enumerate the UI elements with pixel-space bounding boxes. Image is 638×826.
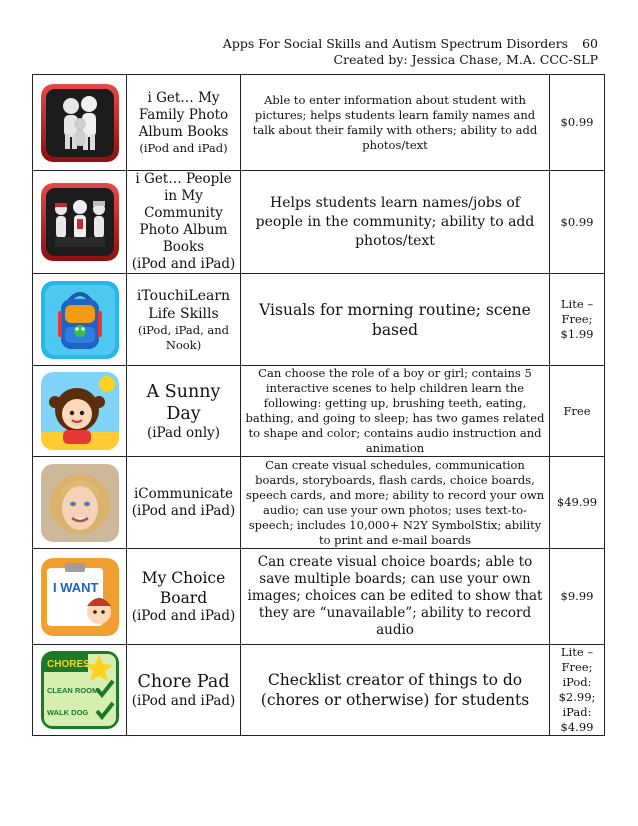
i-want-label: I WANT <box>52 579 98 595</box>
app-description: Can create visual choice boards; able to save multiple boards; can use your own images; choices can be edited to show that they are “unavailable”; ability to record audio <box>247 554 543 638</box>
walk-dog-label: WALK DOG <box>46 708 88 717</box>
app-icon-cell <box>33 274 127 366</box>
app-platform: (iPod and iPad) <box>139 140 228 155</box>
app-platform: (iPad only) <box>146 424 221 441</box>
app-platform: (iPod and iPad) <box>131 692 236 709</box>
table-row <box>33 457 605 549</box>
app-price: $0.99 <box>550 171 605 274</box>
app-name-cell <box>127 274 241 366</box>
app-platform: (iPod and iPad) <box>131 256 236 272</box>
app-name: iCommunicate <box>133 485 234 502</box>
app-description-cell <box>241 549 550 645</box>
app-name: A Sunny Day <box>146 381 221 424</box>
table-row <box>33 366 605 457</box>
app-name-cell <box>127 549 241 645</box>
chores-checklist-icon <box>41 651 119 729</box>
app-description-cell <box>241 457 550 549</box>
app-description: Can create visual schedules, communication boards, storyboards, flash cards, choice boards, speech cards, and more; ability to record your own audio; can use your own photos; uses text-to-speech; includes 10,000+ N2Y SymbolStix; ability to print and e-mail boards <box>245 457 545 547</box>
app-price: Lite – Free; $1.99 <box>550 274 605 366</box>
girl-photo-icon <box>41 464 119 542</box>
app-description: Able to enter information about student with pictures; helps students learn family names and talk about their family with others; ability to add photos/text <box>252 92 538 152</box>
table-row <box>33 75 605 171</box>
app-icon-cell <box>33 645 127 736</box>
app-description-cell <box>241 645 550 736</box>
table-row <box>33 645 605 736</box>
table-row <box>33 274 605 366</box>
app-name: iTouchiLearn Life Skills <box>136 287 231 322</box>
app-icon-cell <box>33 549 127 645</box>
app-icon-cell <box>33 457 127 549</box>
apps-table <box>32 74 605 736</box>
app-icon-cell <box>33 171 127 274</box>
family-figures-icon <box>41 84 119 162</box>
table-row <box>33 171 605 274</box>
app-icon-cell <box>33 75 127 171</box>
app-name-cell <box>127 366 241 457</box>
app-description-cell <box>241 274 550 366</box>
app-platform: (iPod, iPad, and Nook) <box>137 322 230 352</box>
backpack-icon <box>41 281 119 359</box>
app-description-cell <box>241 171 550 274</box>
app-price: Lite – Free; iPod: $2.99; iPad: $4.99 <box>550 645 605 736</box>
app-description-cell <box>241 75 550 171</box>
i-want-board-icon <box>41 558 119 636</box>
app-platform: (iPod and iPad) <box>131 608 236 624</box>
app-name: Chore Pad <box>137 671 230 692</box>
app-description: Visuals for morning routine; scene based <box>259 300 531 339</box>
app-description: Helps students learn names/jobs of people in the community; ability to add photos/text <box>255 194 535 249</box>
chores-label: CHORES <box>46 659 90 670</box>
clean-room-label: CLEAN ROOM <box>46 686 98 695</box>
cartoon-girl-icon <box>41 372 119 450</box>
table-row <box>33 549 605 645</box>
app-description-cell <box>241 366 550 457</box>
app-name-cell <box>127 75 241 171</box>
app-name-cell <box>127 457 241 549</box>
app-price: $0.99 <box>550 75 605 171</box>
page-number: 60 <box>582 36 598 51</box>
app-name: i Get… My Family Photo Album Books <box>138 89 229 140</box>
app-name: i Get… People in My Community Photo Album Books <box>135 171 232 255</box>
app-icon-cell <box>33 366 127 457</box>
document-title: Apps For Social Skills and Autism Spectrum Disorders <box>222 36 569 51</box>
app-name-cell <box>127 171 241 274</box>
page-header <box>223 36 598 68</box>
app-description: Checklist creator of things to do (chores or otherwise) for students <box>260 671 530 709</box>
app-price: $49.99 <box>550 457 605 549</box>
app-description: Can choose the role of a boy or girl; contains 5 interactive scenes to help children learn the following: getting up, brushing teeth, eating, bathing, and going to sleep; has two games related to shape and color; contains audio instruction and animation <box>245 366 545 455</box>
author-credit: Created by: Jessica Chase, M.A. CCC-SLP <box>333 52 598 67</box>
app-price: Free <box>550 366 605 457</box>
community-people-icon <box>41 183 119 261</box>
app-name-cell <box>127 645 241 736</box>
header-title-line <box>223 36 598 52</box>
app-platform: (iPod and iPad) <box>131 502 236 519</box>
app-price: $9.99 <box>550 549 605 645</box>
app-name: My Choice Board <box>141 569 226 607</box>
